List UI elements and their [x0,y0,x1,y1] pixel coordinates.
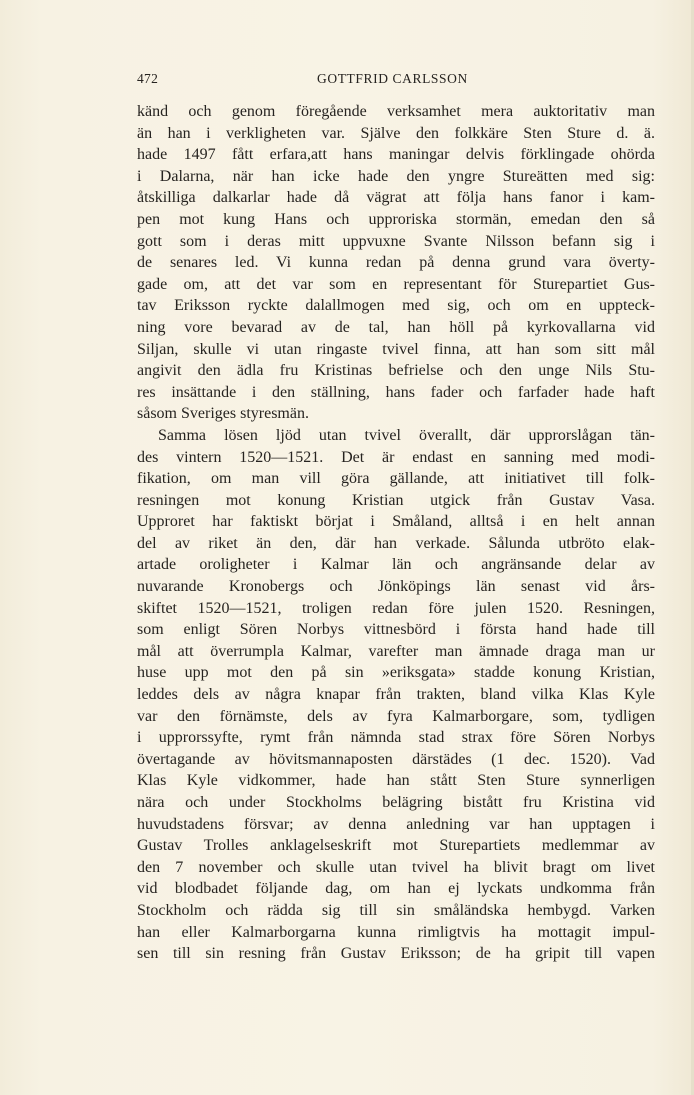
paragraph-end-line: såsom Sveriges styresmän. [137,405,309,423]
body-text [137,101,655,965]
text-line: åtskilliga dalkarlar hade då vägrat att följa hans fanor i kam- [137,189,655,207]
text-line: angivit den ädla fru Kristinas befrielse och den unge Nils Stu- [137,362,655,380]
text-line: sen till sin resning från Gustav Eriksson; de ha gripit till vapen [137,945,655,963]
text-line: hade 1497 fått erfara,att hans maningar delvis förklingade ohörda [137,146,655,164]
text-line: Stockholm och rädda sig till sin småländska hembygd. Varken [137,901,655,919]
page-number: 472 [137,71,159,86]
text-line: gade om, att det var som en representant för Sturepartiet Gus- [137,275,655,293]
text-line: som enligt Sören Norbys vittnesbörd i första hand hade till [137,621,655,639]
text-line: Siljan, skulle vi utan ringaste tvivel finna, att han som sitt mål [137,340,655,358]
paragraph-start-line: Samma lösen ljöd utan tvivel överallt, där upprorslågan tän- [158,426,655,444]
running-head: GOTTFRID CARLSSON [317,71,468,86]
text-line: pen mot kung Hans och upproriska stormän, emedan den så [137,210,655,228]
text-line: resningen mot konung Kristian utgick från Gustav Vasa. [137,491,655,509]
text-line: var den förnämste, dels av fyra Kalmarborgare, som, tydligen [137,707,655,725]
text-line: Klas Kyle vidkommer, hade han stått Sten Sture synnerligen [137,772,655,790]
text-line: ning vore bevarad av de tal, han höll på kyrkovallarna vid [137,318,655,336]
text-line: tav Eriksson ryckte dalallmogen med sig, och om en uppteck- [137,297,655,315]
text-line: fikation, om man vill göra gällande, att initiativet till folk- [137,470,655,488]
text-line: artade oroligheter i Kalmar län och angränsande delar av [137,556,655,574]
text-line: mål att överrumpla Kalmar, varefter man ämnade draga man ur [137,642,655,660]
text-line: känd och genom föregående verksamhet mera auktoritativ man [137,103,655,120]
text-line: i upprorssyfte, rymt från nämnda stad strax före Sören Norbys [137,729,655,747]
text-line: del av riket än den, där han verkade. Sålunda utbröto elak- [137,534,655,552]
text-line: huse upp mot den på sin »eriksgata» stadde konung Kristian, [137,664,655,682]
text-line: Gustav Trolles anklagelseskrift mot Sturepartiets medlemmar av [137,837,655,855]
text-line: skiftet 1520—1521, troligen redan före julen 1520. Resningen, [137,599,655,617]
text-line: de senares led. Vi kunna redan på denna grund vara överty- [137,254,655,272]
text-line: Upproret har faktiskt börjat i Småland, alltså i en helt annan [137,513,655,531]
text-line: han eller Kalmarborgarna kunna rimligtvis ha mottagit impul- [137,923,655,941]
text-line: den 7 november och skulle utan tvivel ha blivit bragt om livet [137,858,655,876]
text-line: leddes dels av några knapar från trakten, bland vilka Klas Kyle [137,686,655,704]
text-line: i Dalarna, när han icke hade den yngre Stureätten med sig: [137,167,655,185]
text-line: des vintern 1520—1521. Det är endast en sanning med modi- [137,448,655,466]
text-line: vid blodbadet följande dag, om han ej lyckats undkomma från [137,880,655,898]
text-line: huvudstadens försvar; av denna anledning var han upptagen i [137,815,655,833]
text-line: nuvarande Kronobergs och Jönköpings län senast vid års- [137,578,655,596]
text-line: gott som i deras mitt uppvuxne Svante Nilsson befann sig i [137,232,655,250]
page-header [137,71,655,91]
text-line: nära och under Stockholms belägring bistått fru Kristina vid [137,794,655,811]
text-line: res insättande i den ställning, hans fader och farfader hade haft [137,383,655,401]
text-line: övertagande av hövitsmannaposten därstädes (1 dec. 1520). Vad [137,750,655,768]
text-line: än han i verkligheten var. Själve den folkkäre Sten Sture d. ä. [137,124,655,142]
